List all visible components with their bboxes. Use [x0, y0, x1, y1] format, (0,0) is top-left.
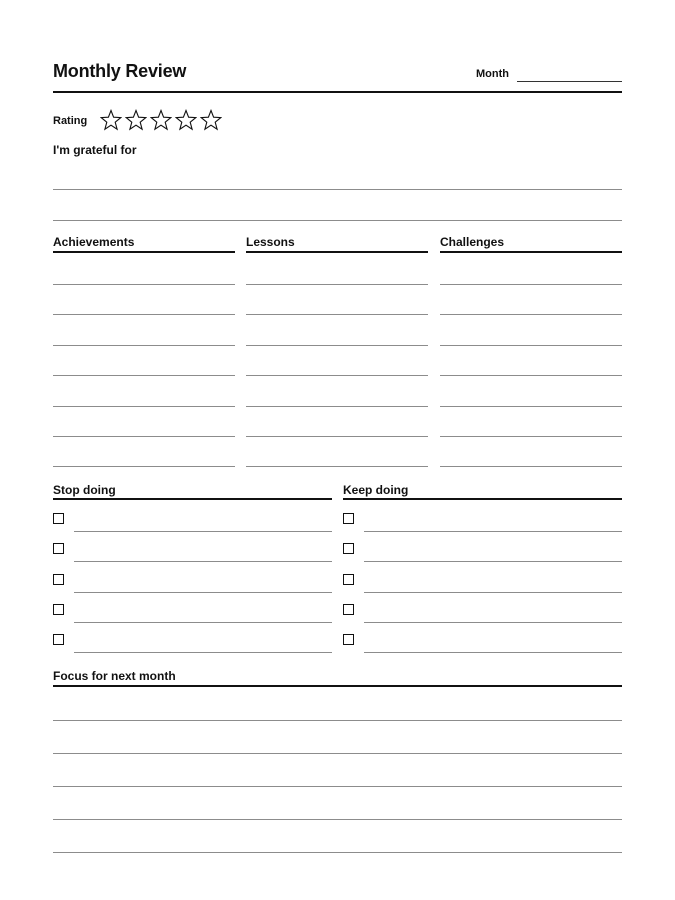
- star-outline-icon[interactable]: [200, 109, 222, 131]
- stop-doing-line[interactable]: [74, 652, 332, 653]
- lessons-line[interactable]: [246, 345, 428, 346]
- grateful-line[interactable]: [53, 189, 622, 190]
- achievements-heading-rule: [53, 251, 235, 253]
- focus-line[interactable]: [53, 753, 622, 754]
- keep-doing-line[interactable]: [364, 531, 622, 532]
- keep-doing-checkbox[interactable]: [343, 543, 354, 554]
- challenges-line[interactable]: [440, 406, 622, 407]
- achievements-line[interactable]: [53, 345, 235, 346]
- lessons-line[interactable]: [246, 466, 428, 467]
- lessons-line[interactable]: [246, 375, 428, 376]
- stop-doing-checkbox[interactable]: [53, 513, 64, 524]
- lessons-line[interactable]: [246, 314, 428, 315]
- star-outline-icon[interactable]: [150, 109, 172, 131]
- lessons-line[interactable]: [246, 284, 428, 285]
- stop-doing-line[interactable]: [74, 592, 332, 593]
- stop-doing-checkbox[interactable]: [53, 574, 64, 585]
- focus-line[interactable]: [53, 786, 622, 787]
- focus-heading: Focus for next month: [53, 669, 176, 683]
- stop-doing-line[interactable]: [74, 622, 332, 623]
- keep-doing-checkbox[interactable]: [343, 574, 354, 585]
- focus-line[interactable]: [53, 819, 622, 820]
- keep-doing-line[interactable]: [364, 561, 622, 562]
- keep-doing-line[interactable]: [364, 622, 622, 623]
- challenges-line[interactable]: [440, 436, 622, 437]
- page-title: Monthly Review: [53, 61, 187, 81]
- keep-doing-checkbox[interactable]: [343, 604, 354, 615]
- challenges-line[interactable]: [440, 466, 622, 467]
- challenges-line[interactable]: [440, 314, 622, 315]
- achievements-line[interactable]: [53, 466, 235, 467]
- achievements-line[interactable]: [53, 314, 235, 315]
- stop-doing-checkbox[interactable]: [53, 604, 64, 615]
- stop-doing-heading-rule: [53, 498, 332, 500]
- keep-doing-heading-rule: [343, 498, 622, 500]
- challenges-line[interactable]: [440, 375, 622, 376]
- focus-line[interactable]: [53, 720, 622, 721]
- challenges-line[interactable]: [440, 284, 622, 285]
- rating-stars: [100, 109, 222, 131]
- keep-doing-line[interactable]: [364, 592, 622, 593]
- lessons-heading-rule: [246, 251, 428, 253]
- keep-doing-checkbox[interactable]: [343, 634, 354, 645]
- header-divider: [53, 91, 622, 93]
- lessons-heading: Lessons: [246, 235, 295, 249]
- stop-doing-heading: Stop doing: [53, 483, 116, 497]
- achievements-heading: Achievements: [53, 235, 135, 249]
- achievements-line[interactable]: [53, 284, 235, 285]
- keep-doing-line[interactable]: [364, 652, 622, 653]
- month-field[interactable]: [517, 81, 622, 82]
- focus-line[interactable]: [53, 852, 622, 853]
- keep-doing-heading: Keep doing: [343, 483, 409, 497]
- rating-label: Rating: [53, 115, 88, 127]
- star-outline-icon[interactable]: [100, 109, 122, 131]
- stop-doing-checkbox[interactable]: [53, 543, 64, 554]
- stop-doing-checkbox[interactable]: [53, 634, 64, 645]
- challenges-heading-rule: [440, 251, 622, 253]
- focus-heading-rule: [53, 685, 622, 687]
- lessons-line[interactable]: [246, 436, 428, 437]
- star-outline-icon[interactable]: [175, 109, 197, 131]
- challenges-heading: Challenges: [440, 235, 505, 249]
- grateful-line[interactable]: [53, 220, 622, 221]
- lessons-line[interactable]: [246, 406, 428, 407]
- challenges-line[interactable]: [440, 345, 622, 346]
- achievements-line[interactable]: [53, 406, 235, 407]
- keep-doing-checkbox[interactable]: [343, 513, 354, 524]
- achievements-line[interactable]: [53, 436, 235, 437]
- achievements-line[interactable]: [53, 375, 235, 376]
- month-label: Month: [476, 68, 509, 80]
- stop-doing-line[interactable]: [74, 561, 332, 562]
- star-outline-icon[interactable]: [125, 109, 147, 131]
- grateful-label: I'm grateful for: [53, 143, 137, 157]
- stop-doing-line[interactable]: [74, 531, 332, 532]
